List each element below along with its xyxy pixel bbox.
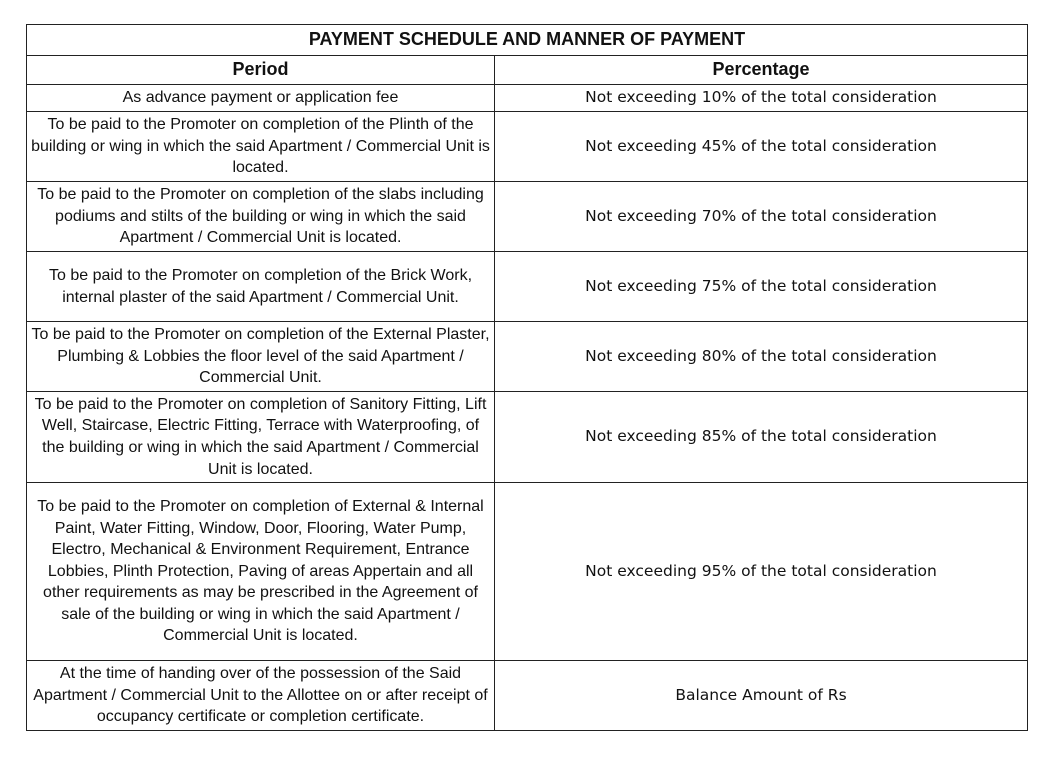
table-row [27, 322, 1028, 392]
percentage-cell: Not exceeding 75% of the total consideration [495, 252, 1028, 322]
table-row [27, 182, 1028, 252]
table-row [27, 483, 1028, 661]
percentage-cell: Not exceeding 45% of the total consideration [495, 112, 1028, 182]
table-row [27, 661, 1028, 731]
period-cell: At the time of handing over of the possession of the Said Apartment / Commercial Unit to the Allottee on or after receipt of occupancy certificate or completion certificate. [27, 661, 495, 731]
table-row [27, 85, 1028, 112]
percentage-cell: Not exceeding 10% of the total consideration [495, 85, 1028, 112]
period-cell: To be paid to the Promoter on completion of External & Internal Paint, Water Fitting, Window, Door, Flooring, Water Pump, Electro, Mechanical & Environment Requirement, Entrance Lobbies, Plinth Protection, Paving of areas Appertain and all other requirements as may be prescribed in the Agreement of sale of the building or wing in which the said Apartment / Commercial Unit is located. [27, 483, 495, 661]
header-percentage: Percentage [495, 56, 1028, 85]
table-row [27, 392, 1028, 483]
table-title: PAYMENT SCHEDULE AND MANNER OF PAYMENT [27, 25, 1028, 56]
header-period: Period [27, 56, 495, 85]
period-cell: To be paid to the Promoter on completion of the External Plaster, Plumbing & Lobbies the floor level of the said Apartment / Commercial Unit. [27, 322, 495, 392]
percentage-cell: Not exceeding 95% of the total consideration [495, 483, 1028, 661]
period-cell: To be paid to the Promoter on completion of the Plinth of the building or wing in which the said Apartment / Commercial Unit is located. [27, 112, 495, 182]
percentage-cell: Balance Amount of Rs [495, 661, 1028, 731]
percentage-cell: Not exceeding 80% of the total consideration [495, 322, 1028, 392]
header-row [27, 56, 1028, 85]
payment-schedule-document [26, 24, 1027, 731]
period-cell: To be paid to the Promoter on completion of the Brick Work, internal plaster of the said Apartment / Commercial Unit. [27, 252, 495, 322]
period-cell: As advance payment or application fee [27, 85, 495, 112]
period-cell: To be paid to the Promoter on completion of Sanitory Fitting, Lift Well, Staircase, Electric Fitting, Terrace with Waterproofing, of the building or wing in which the said Apartment / Commercial Unit is located. [27, 392, 495, 483]
table-row [27, 112, 1028, 182]
title-row [27, 25, 1028, 56]
period-cell: To be paid to the Promoter on completion of the slabs including podiums and stilts of the building or wing in which the said Apartment / Commercial Unit is located. [27, 182, 495, 252]
payment-schedule-table [26, 24, 1028, 731]
table-row [27, 252, 1028, 322]
percentage-cell: Not exceeding 70% of the total consideration [495, 182, 1028, 252]
percentage-cell: Not exceeding 85% of the total consideration [495, 392, 1028, 483]
